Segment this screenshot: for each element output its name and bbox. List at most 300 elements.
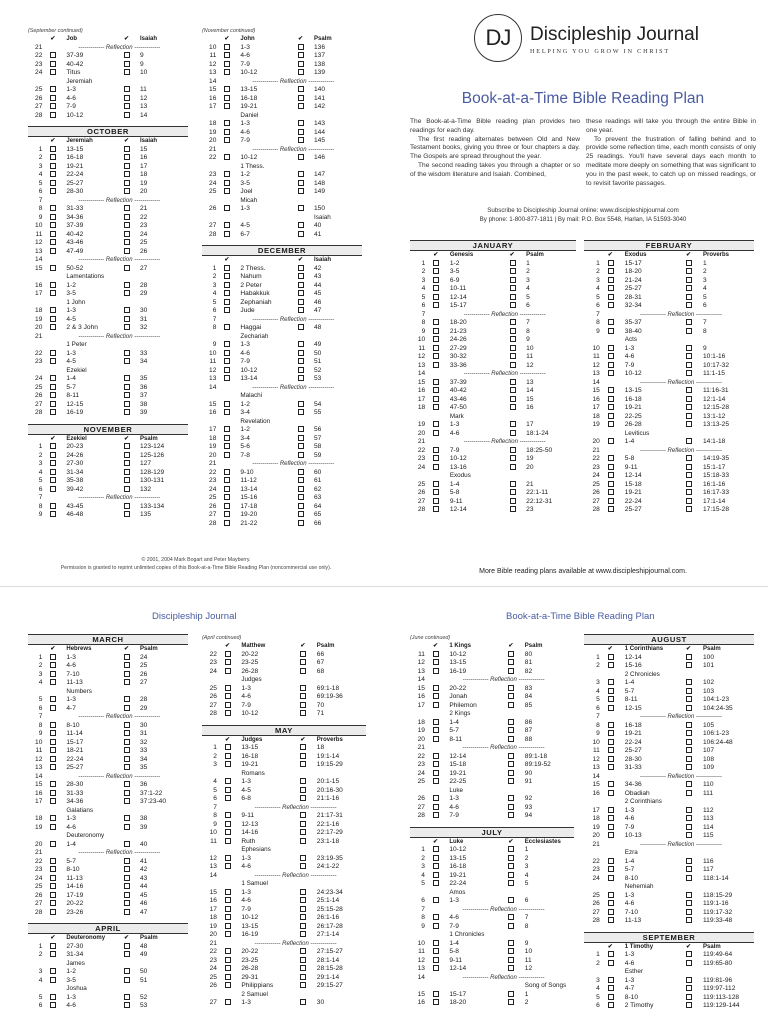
reading-checkbox[interactable] [124,443,130,449]
reading-checkbox[interactable] [50,358,56,364]
reading-checkbox[interactable] [300,761,306,767]
reading-checkbox[interactable] [225,795,231,801]
reading-checkbox[interactable] [298,205,304,211]
reading-checkbox[interactable] [608,739,614,745]
reading-checkbox[interactable] [433,387,439,393]
reading-checkbox[interactable] [508,727,514,733]
reading-checkbox[interactable] [124,392,130,398]
reading-checkbox[interactable] [224,341,230,347]
reading-checkbox[interactable] [224,409,230,415]
reading-checkbox[interactable] [686,654,692,660]
reading-checkbox[interactable] [50,384,56,390]
reading-checkbox[interactable] [510,268,516,274]
reading-checkbox[interactable] [510,277,516,283]
reading-checkbox[interactable] [50,994,56,1000]
reading-checkbox[interactable] [298,307,304,313]
reading-checkbox[interactable] [433,430,439,436]
reading-checkbox[interactable] [510,387,516,393]
reading-checkbox[interactable] [686,1002,692,1008]
reading-checkbox[interactable] [433,481,439,487]
reading-checkbox[interactable] [50,282,56,288]
reading-checkbox[interactable] [686,985,692,991]
reading-checkbox[interactable] [508,948,514,954]
reading-checkbox[interactable] [224,95,230,101]
reading-checkbox[interactable] [508,880,514,886]
reading-checkbox[interactable] [50,798,56,804]
reading-checkbox[interactable] [124,764,130,770]
reading-checkbox[interactable] [50,214,56,220]
reading-checkbox[interactable] [225,651,231,657]
reading-checkbox[interactable] [298,426,304,432]
reading-checkbox[interactable] [608,319,614,325]
reading-checkbox[interactable] [50,205,56,211]
reading-checkbox[interactable] [298,44,304,50]
reading-checkbox[interactable] [686,268,692,274]
reading-checkbox[interactable] [298,171,304,177]
reading-checkbox[interactable] [225,753,231,759]
reading-checkbox[interactable] [298,375,304,381]
reading-checkbox[interactable] [50,977,56,983]
reading-checkbox[interactable] [300,821,306,827]
reading-checkbox[interactable] [124,316,130,322]
reading-checkbox[interactable] [124,883,130,889]
reading-checkbox[interactable] [50,790,56,796]
reading-checkbox[interactable] [298,299,304,305]
reading-checkbox[interactable] [124,188,130,194]
reading-checkbox[interactable] [433,319,439,325]
reading-checkbox[interactable] [608,688,614,694]
reading-checkbox[interactable] [608,455,614,461]
reading-checkbox[interactable] [225,982,231,988]
reading-checkbox[interactable] [224,103,230,109]
reading-checkbox[interactable] [225,965,231,971]
reading-checkbox[interactable] [608,960,614,966]
reading-checkbox[interactable] [50,222,56,228]
reading-checkbox[interactable] [50,265,56,271]
reading-checkbox[interactable] [225,761,231,767]
reading-checkbox[interactable] [50,892,56,898]
reading-checkbox[interactable] [608,790,614,796]
reading-checkbox[interactable] [224,154,230,160]
reading-checkbox[interactable] [433,965,439,971]
reading-checkbox[interactable] [224,401,230,407]
reading-checkbox[interactable] [300,812,306,818]
reading-checkbox[interactable] [124,146,130,152]
reading-checkbox[interactable] [298,95,304,101]
reading-checkbox[interactable] [508,863,514,869]
reading-checkbox[interactable] [224,120,230,126]
reading-checkbox[interactable] [50,477,56,483]
reading-checkbox[interactable] [433,914,439,920]
reading-checkbox[interactable] [50,722,56,728]
reading-checkbox[interactable] [50,781,56,787]
reading-checkbox[interactable] [433,328,439,334]
reading-checkbox[interactable] [510,302,516,308]
reading-checkbox[interactable] [608,866,614,872]
reading-checkbox[interactable] [300,651,306,657]
reading-checkbox[interactable] [433,362,439,368]
reading-checkbox[interactable] [608,951,614,957]
reading-checkbox[interactable] [300,974,306,980]
reading-checkbox[interactable] [224,137,230,143]
reading-checkbox[interactable] [224,435,230,441]
reading-checkbox[interactable] [686,696,692,702]
reading-checkbox[interactable] [50,239,56,245]
reading-checkbox[interactable] [608,875,614,881]
reading-checkbox[interactable] [224,282,230,288]
reading-checkbox[interactable] [433,846,439,852]
reading-checkbox[interactable] [686,917,692,923]
reading-checkbox[interactable] [433,506,439,512]
reading-checkbox[interactable] [686,455,692,461]
reading-checkbox[interactable] [224,358,230,364]
reading-checkbox[interactable] [50,324,56,330]
reading-checkbox[interactable] [686,994,692,1000]
reading-checkbox[interactable] [510,421,516,427]
reading-checkbox[interactable] [50,316,56,322]
reading-checkbox[interactable] [508,753,514,759]
reading-checkbox[interactable] [608,985,614,991]
reading-checkbox[interactable] [124,654,130,660]
reading-checkbox[interactable] [124,409,130,415]
reading-checkbox[interactable] [433,727,439,733]
reading-checkbox[interactable] [686,438,692,444]
reading-checkbox[interactable] [225,744,231,750]
reading-checkbox[interactable] [50,662,56,668]
reading-checkbox[interactable] [686,489,692,495]
reading-checkbox[interactable] [224,180,230,186]
reading-checkbox[interactable] [50,86,56,92]
reading-checkbox[interactable] [124,69,130,75]
reading-checkbox[interactable] [224,69,230,75]
reading-checkbox[interactable] [298,503,304,509]
reading-checkbox[interactable] [124,239,130,245]
reading-checkbox[interactable] [225,948,231,954]
reading-checkbox[interactable] [508,957,514,963]
reading-checkbox[interactable] [224,86,230,92]
reading-checkbox[interactable] [50,764,56,770]
reading-checkbox[interactable] [608,396,614,402]
reading-checkbox[interactable] [433,489,439,495]
reading-checkbox[interactable] [124,95,130,101]
reading-checkbox[interactable] [686,900,692,906]
reading-checkbox[interactable] [50,392,56,398]
reading-checkbox[interactable] [224,52,230,58]
reading-checkbox[interactable] [508,702,514,708]
reading-checkbox[interactable] [224,503,230,509]
reading-checkbox[interactable] [300,795,306,801]
reading-checkbox[interactable] [686,294,692,300]
reading-checkbox[interactable] [224,307,230,313]
reading-checkbox[interactable] [124,705,130,711]
reading-checkbox[interactable] [224,426,230,432]
reading-checkbox[interactable] [124,503,130,509]
reading-checkbox[interactable] [508,651,514,657]
reading-checkbox[interactable] [433,353,439,359]
reading-checkbox[interactable] [298,367,304,373]
reading-checkbox[interactable] [433,795,439,801]
reading-checkbox[interactable] [225,931,231,937]
reading-checkbox[interactable] [608,900,614,906]
reading-checkbox[interactable] [608,679,614,685]
reading-checkbox[interactable] [433,396,439,402]
reading-checkbox[interactable] [300,999,306,1005]
reading-checkbox[interactable] [124,61,130,67]
reading-checkbox[interactable] [686,319,692,325]
reading-checkbox[interactable] [608,977,614,983]
reading-checkbox[interactable] [608,506,614,512]
reading-checkbox[interactable] [298,435,304,441]
reading-checkbox[interactable] [50,739,56,745]
reading-checkbox[interactable] [50,69,56,75]
reading-checkbox[interactable] [686,866,692,872]
reading-checkbox[interactable] [225,659,231,665]
reading-checkbox[interactable] [686,277,692,283]
reading-checkbox[interactable] [300,668,306,674]
reading-checkbox[interactable] [124,866,130,872]
reading-checkbox[interactable] [433,659,439,665]
reading-checkbox[interactable] [224,367,230,373]
reading-checkbox[interactable] [225,923,231,929]
reading-checkbox[interactable] [686,824,692,830]
reading-checkbox[interactable] [686,722,692,728]
reading-checkbox[interactable] [50,154,56,160]
reading-checkbox[interactable] [433,957,439,963]
reading-checkbox[interactable] [50,824,56,830]
reading-checkbox[interactable] [124,730,130,736]
reading-checkbox[interactable] [225,829,231,835]
reading-checkbox[interactable] [433,336,439,342]
reading-checkbox[interactable] [50,909,56,915]
reading-checkbox[interactable] [508,719,514,725]
reading-checkbox[interactable] [124,747,130,753]
reading-checkbox[interactable] [433,753,439,759]
reading-checkbox[interactable] [510,319,516,325]
reading-checkbox[interactable] [50,163,56,169]
reading-checkbox[interactable] [686,875,692,881]
reading-checkbox[interactable] [608,285,614,291]
reading-checkbox[interactable] [508,795,514,801]
reading-checkbox[interactable] [225,897,231,903]
reading-checkbox[interactable] [686,506,692,512]
reading-checkbox[interactable] [510,353,516,359]
reading-checkbox[interactable] [300,744,306,750]
reading-checkbox[interactable] [50,511,56,517]
reading-checkbox[interactable] [124,350,130,356]
reading-checkbox[interactable] [224,350,230,356]
reading-checkbox[interactable] [608,370,614,376]
reading-checkbox[interactable] [508,855,514,861]
reading-checkbox[interactable] [686,730,692,736]
reading-checkbox[interactable] [124,375,130,381]
reading-checkbox[interactable] [50,679,56,685]
reading-checkbox[interactable] [50,503,56,509]
reading-checkbox[interactable] [686,892,692,898]
reading-checkbox[interactable] [508,778,514,784]
reading-checkbox[interactable] [300,855,306,861]
reading-checkbox[interactable] [433,855,439,861]
reading-checkbox[interactable] [298,350,304,356]
reading-checkbox[interactable] [298,154,304,160]
reading-checkbox[interactable] [300,685,306,691]
reading-checkbox[interactable] [124,171,130,177]
reading-checkbox[interactable] [124,696,130,702]
reading-checkbox[interactable] [225,855,231,861]
reading-checkbox[interactable] [433,455,439,461]
reading-checkbox[interactable] [300,906,306,912]
reading-checkbox[interactable] [510,447,516,453]
reading-checkbox[interactable] [50,866,56,872]
reading-checkbox[interactable] [298,103,304,109]
reading-checkbox[interactable] [225,668,231,674]
reading-checkbox[interactable] [300,829,306,835]
reading-checkbox[interactable] [298,290,304,296]
reading-checkbox[interactable] [686,951,692,957]
reading-checkbox[interactable] [298,341,304,347]
reading-checkbox[interactable] [50,307,56,313]
reading-checkbox[interactable] [124,307,130,313]
reading-checkbox[interactable] [433,379,439,385]
reading-checkbox[interactable] [224,44,230,50]
reading-checkbox[interactable] [298,86,304,92]
reading-checkbox[interactable] [300,931,306,937]
reading-checkbox[interactable] [224,452,230,458]
reading-checkbox[interactable] [510,396,516,402]
reading-checkbox[interactable] [300,659,306,665]
reading-checkbox[interactable] [608,815,614,821]
reading-checkbox[interactable] [686,815,692,821]
reading-checkbox[interactable] [686,764,692,770]
reading-checkbox[interactable] [298,61,304,67]
reading-checkbox[interactable] [686,345,692,351]
reading-checkbox[interactable] [508,668,514,674]
reading-checkbox[interactable] [510,430,516,436]
reading-checkbox[interactable] [433,404,439,410]
reading-checkbox[interactable] [50,112,56,118]
reading-checkbox[interactable] [608,832,614,838]
reading-checkbox[interactable] [608,756,614,762]
reading-checkbox[interactable] [225,693,231,699]
reading-checkbox[interactable] [433,761,439,767]
reading-checkbox[interactable] [300,753,306,759]
reading-checkbox[interactable] [124,460,130,466]
reading-checkbox[interactable] [608,662,614,668]
reading-checkbox[interactable] [433,447,439,453]
reading-checkbox[interactable] [298,265,304,271]
reading-checkbox[interactable] [433,421,439,427]
reading-checkbox[interactable] [50,486,56,492]
reading-checkbox[interactable] [124,858,130,864]
reading-checkbox[interactable] [124,951,130,957]
reading-checkbox[interactable] [433,702,439,708]
reading-checkbox[interactable] [124,671,130,677]
reading-checkbox[interactable] [433,991,439,997]
reading-checkbox[interactable] [508,761,514,767]
reading-checkbox[interactable] [686,472,692,478]
reading-checkbox[interactable] [433,260,439,266]
reading-checkbox[interactable] [433,872,439,878]
reading-checkbox[interactable] [225,778,231,784]
reading-checkbox[interactable] [298,469,304,475]
reading-checkbox[interactable] [124,679,130,685]
reading-checkbox[interactable] [224,375,230,381]
reading-checkbox[interactable] [50,180,56,186]
reading-checkbox[interactable] [608,917,614,923]
reading-checkbox[interactable] [510,345,516,351]
reading-checkbox[interactable] [224,61,230,67]
reading-checkbox[interactable] [433,302,439,308]
reading-checkbox[interactable] [608,294,614,300]
reading-checkbox[interactable] [608,328,614,334]
reading-checkbox[interactable] [608,302,614,308]
reading-checkbox[interactable] [608,421,614,427]
reading-checkbox[interactable] [433,693,439,699]
reading-checkbox[interactable] [124,452,130,458]
reading-checkbox[interactable] [225,906,231,912]
reading-checkbox[interactable] [224,443,230,449]
reading-checkbox[interactable] [124,1002,130,1008]
reading-checkbox[interactable] [300,889,306,895]
reading-checkbox[interactable] [50,671,56,677]
reading-checkbox[interactable] [508,812,514,818]
reading-checkbox[interactable] [224,231,230,237]
reading-checkbox[interactable] [124,265,130,271]
reading-checkbox[interactable] [50,943,56,949]
reading-checkbox[interactable] [510,379,516,385]
reading-checkbox[interactable] [50,146,56,152]
reading-checkbox[interactable] [686,260,692,266]
reading-checkbox[interactable] [686,807,692,813]
reading-checkbox[interactable] [300,948,306,954]
reading-checkbox[interactable] [510,336,516,342]
reading-checkbox[interactable] [124,384,130,390]
reading-checkbox[interactable] [433,804,439,810]
reading-checkbox[interactable] [433,812,439,818]
reading-checkbox[interactable] [433,345,439,351]
reading-checkbox[interactable] [608,824,614,830]
reading-checkbox[interactable] [608,858,614,864]
reading-checkbox[interactable] [510,328,516,334]
reading-checkbox[interactable] [510,362,516,368]
reading-checkbox[interactable] [510,464,516,470]
reading-checkbox[interactable] [124,222,130,228]
reading-checkbox[interactable] [433,923,439,929]
reading-checkbox[interactable] [686,481,692,487]
reading-checkbox[interactable] [608,722,614,728]
reading-checkbox[interactable] [508,991,514,997]
reading-checkbox[interactable] [124,205,130,211]
reading-checkbox[interactable] [224,324,230,330]
reading-checkbox[interactable] [50,452,56,458]
reading-checkbox[interactable] [300,897,306,903]
reading-checkbox[interactable] [224,494,230,500]
reading-checkbox[interactable] [50,469,56,475]
reading-checkbox[interactable] [124,662,130,668]
reading-checkbox[interactable] [50,705,56,711]
reading-checkbox[interactable] [298,282,304,288]
reading-checkbox[interactable] [50,1002,56,1008]
reading-checkbox[interactable] [224,171,230,177]
reading-checkbox[interactable] [298,231,304,237]
reading-checkbox[interactable] [50,231,56,237]
reading-checkbox[interactable] [50,654,56,660]
reading-checkbox[interactable] [298,520,304,526]
reading-checkbox[interactable] [224,273,230,279]
reading-checkbox[interactable] [686,396,692,402]
reading-checkbox[interactable] [433,668,439,674]
reading-checkbox[interactable] [124,180,130,186]
reading-checkbox[interactable] [686,832,692,838]
